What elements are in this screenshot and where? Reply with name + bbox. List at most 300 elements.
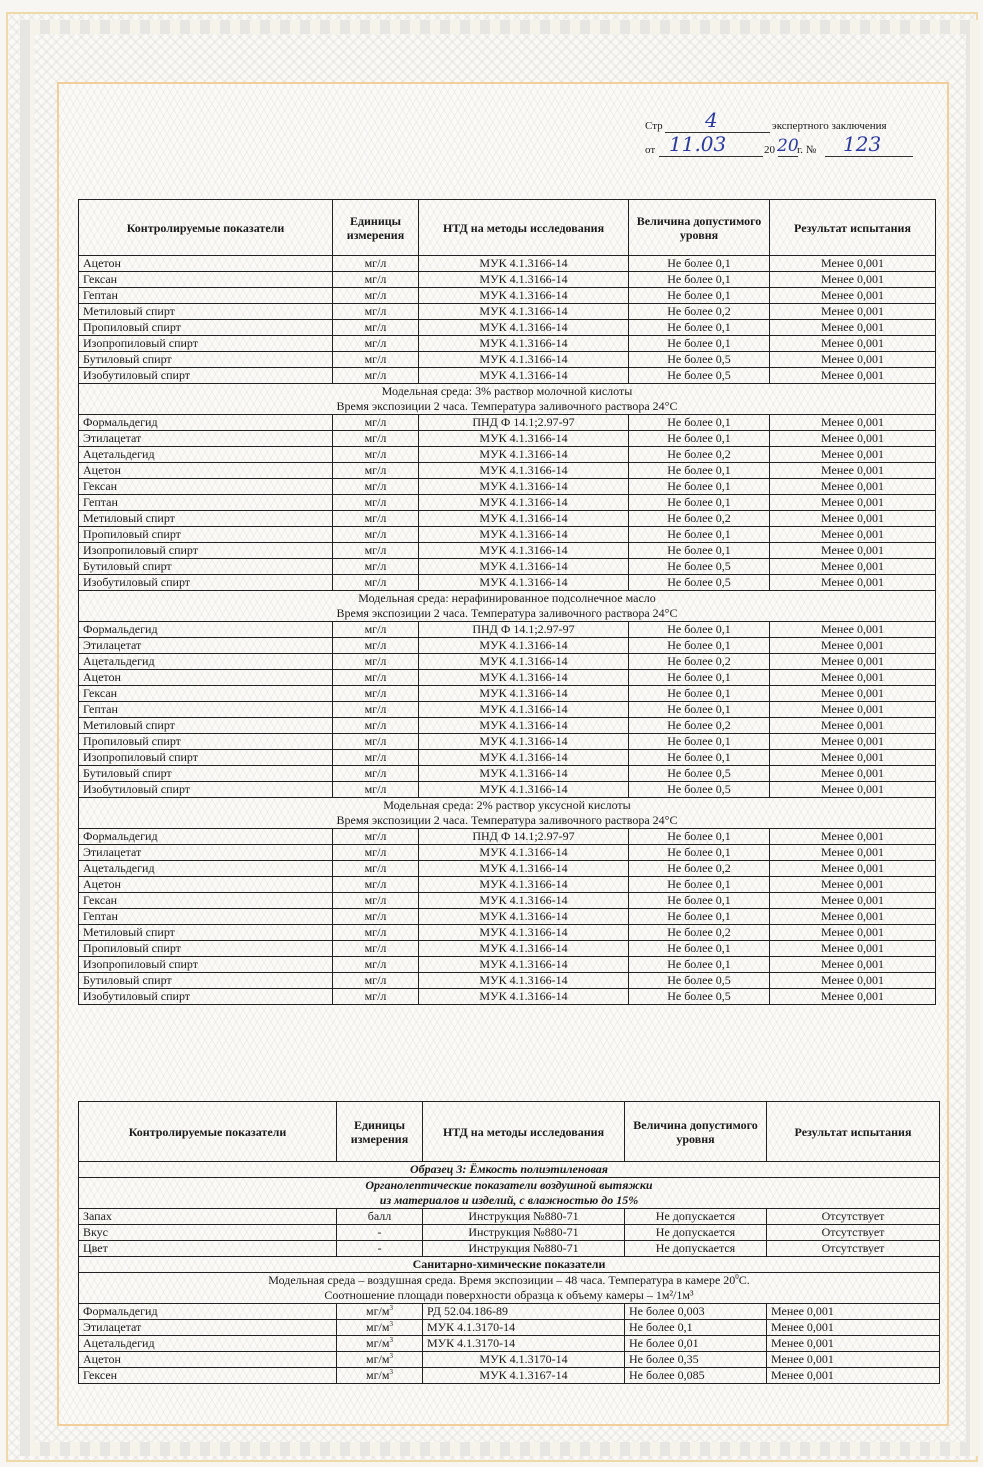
cell-result: Менее 0,001 bbox=[770, 973, 936, 989]
cell-indicator: Формальдегид bbox=[79, 829, 333, 845]
year-handwritten: 20 bbox=[777, 136, 799, 156]
cell-limit: Не более 0,5 bbox=[629, 352, 770, 368]
cell-units: мг/л bbox=[333, 702, 419, 718]
cell-result: Менее 0,001 bbox=[770, 782, 936, 798]
cell-result: Менее 0,001 bbox=[767, 1368, 940, 1384]
cell-indicator: Цвет bbox=[79, 1241, 337, 1257]
cell-units: мг/л bbox=[333, 304, 419, 320]
organoleptic-rows bbox=[79, 1209, 940, 1257]
table-row bbox=[79, 766, 936, 782]
organoleptic-title-line-1: Органолептические показатели воздушной вытяжки bbox=[365, 1178, 653, 1192]
cell-limit: Не более 0,5 bbox=[629, 575, 770, 591]
table-row bbox=[79, 288, 936, 304]
table-row bbox=[79, 750, 936, 766]
cell-result: Менее 0,001 bbox=[770, 431, 936, 447]
cell-units: мг/л bbox=[333, 463, 419, 479]
number-label: г. № bbox=[797, 144, 817, 156]
cell-limit: Не более 0,2 bbox=[629, 304, 770, 320]
col-header-units: Единицы измерения bbox=[337, 1102, 423, 1162]
cell-units: мг/л bbox=[333, 941, 419, 957]
cell-method: МУК 4.1.3166-14 bbox=[419, 463, 629, 479]
cell-units: мг/л bbox=[333, 909, 419, 925]
medium-row bbox=[79, 384, 936, 415]
cell-limit: Не более 0,2 bbox=[629, 718, 770, 734]
cell-result: Менее 0,001 bbox=[770, 304, 936, 320]
sample-title: Образец 3: Ёмкость полиэтиленовая bbox=[79, 1162, 940, 1178]
cell-units: мг/л bbox=[333, 734, 419, 750]
col-header-indicator: Контролируемые показатели bbox=[79, 200, 333, 256]
cell-method: МУК 4.1.3166-14 bbox=[419, 575, 629, 591]
cell-result: Менее 0,001 bbox=[770, 654, 936, 670]
sanitary-title-row bbox=[79, 1257, 940, 1273]
date-handwritten: 11.03 bbox=[669, 132, 727, 156]
cell-indicator: Ацетон bbox=[79, 877, 333, 893]
cell-method: МУК 4.1.3166-14 bbox=[419, 893, 629, 909]
table-row bbox=[79, 782, 936, 798]
cell-method: МУК 4.1.3166-14 bbox=[419, 782, 629, 798]
cell-units: мг/л bbox=[333, 511, 419, 527]
cell-result: Менее 0,001 bbox=[770, 718, 936, 734]
cell-limit: Не более 0,085 bbox=[625, 1368, 767, 1384]
cell-limit: Не более 0,2 bbox=[629, 861, 770, 877]
table-row bbox=[79, 368, 936, 384]
cell-indicator: Метиловый спирт bbox=[79, 304, 333, 320]
cell-indicator: Бутиловый спирт bbox=[79, 559, 333, 575]
cell-limit: Не более 0,1 bbox=[629, 463, 770, 479]
cell-limit: Не более 0,1 bbox=[629, 431, 770, 447]
cell-units: мг/л bbox=[333, 447, 419, 463]
table-row bbox=[79, 304, 936, 320]
cell-result: Менее 0,001 bbox=[770, 702, 936, 718]
cell-indicator: Ацетальдегид bbox=[79, 447, 333, 463]
cell-indicator: Пропиловый спирт bbox=[79, 941, 333, 957]
cell-method: МУК 4.1.3166-14 bbox=[419, 734, 629, 750]
cell-result: Менее 0,001 bbox=[770, 622, 936, 638]
table-row bbox=[79, 845, 936, 861]
cell-limit: Не более 0,1 bbox=[629, 272, 770, 288]
cell-indicator: Формальдегид bbox=[79, 1304, 337, 1320]
table-row bbox=[79, 543, 936, 559]
cell-indicator: Гептан bbox=[79, 495, 333, 511]
cell-indicator: Изобутиловый спирт bbox=[79, 575, 333, 591]
cell-method: МУК 4.1.3166-14 bbox=[419, 909, 629, 925]
cell-units: мг/л bbox=[333, 718, 419, 734]
sanitary-rows bbox=[79, 1304, 940, 1384]
cell-result: Менее 0,001 bbox=[767, 1320, 940, 1336]
cell-result: Менее 0,001 bbox=[767, 1352, 940, 1368]
cell-indicator: Бутиловый спирт bbox=[79, 973, 333, 989]
cell-result: Менее 0,001 bbox=[770, 909, 936, 925]
unit-base: мг/м bbox=[366, 1336, 390, 1350]
cell-result: Менее 0,001 bbox=[770, 256, 936, 272]
cell-method: РД 52.04.186-89 bbox=[423, 1304, 625, 1320]
cell-result: Менее 0,001 bbox=[770, 893, 936, 909]
year-prefix: 20 bbox=[764, 144, 775, 156]
cell-method: МУК 4.1.3166-14 bbox=[419, 686, 629, 702]
cell-limit: Не более 0,1 bbox=[629, 543, 770, 559]
cell-method: МУК 4.1.3166-14 bbox=[419, 973, 629, 989]
table-row bbox=[79, 320, 936, 336]
table-row bbox=[79, 654, 936, 670]
cell-units: мг/л bbox=[333, 559, 419, 575]
cell-limit: Не более 0,1 bbox=[629, 336, 770, 352]
cell-result: Менее 0,001 bbox=[770, 447, 936, 463]
medium-row bbox=[79, 798, 936, 829]
table-row bbox=[79, 861, 936, 877]
cell-indicator: Пропиловый спирт bbox=[79, 734, 333, 750]
cell-indicator: Метиловый спирт bbox=[79, 925, 333, 941]
col-header-method: НТД на методы исследования bbox=[423, 1102, 625, 1162]
table-row bbox=[79, 1368, 940, 1384]
cell-units: мг/л bbox=[333, 845, 419, 861]
table-row bbox=[79, 973, 936, 989]
cell-result: Менее 0,001 bbox=[770, 638, 936, 654]
sanitary-conditions-row bbox=[79, 1273, 940, 1304]
sanitary-conditions bbox=[79, 1273, 940, 1304]
cell-method: МУК 4.1.3166-14 bbox=[419, 877, 629, 893]
cell-method: МУК 4.1.3166-14 bbox=[419, 511, 629, 527]
unit-sup: 3 bbox=[389, 1352, 393, 1360]
number-handwritten: 123 bbox=[843, 132, 882, 156]
cell-units: мг/л bbox=[333, 622, 419, 638]
cell-indicator: Гексан bbox=[79, 893, 333, 909]
col-header-result: Результат испытания bbox=[770, 200, 936, 256]
cell-units: мг/л bbox=[333, 368, 419, 384]
cell-indicator: Бутиловый спирт bbox=[79, 766, 333, 782]
cell-result: Менее 0,001 bbox=[770, 368, 936, 384]
cell-result: Менее 0,001 bbox=[770, 925, 936, 941]
cell-method: ПНД Ф 14.1;2.97-97 bbox=[419, 415, 629, 431]
cell-method: МУК 4.1.3166-14 bbox=[419, 288, 629, 304]
cell-limit: Не более 0,1 bbox=[629, 909, 770, 925]
doc-type-label: экспертного заключения bbox=[772, 120, 887, 132]
cell-result: Менее 0,001 bbox=[770, 543, 936, 559]
cell-units: мг/л bbox=[333, 654, 419, 670]
cell-units: мг/л bbox=[333, 256, 419, 272]
cell-units: мг/л bbox=[333, 575, 419, 591]
cell-units: мг/л bbox=[333, 336, 419, 352]
table-row bbox=[79, 336, 936, 352]
table-row bbox=[79, 893, 936, 909]
cell-result: Менее 0,001 bbox=[770, 575, 936, 591]
cell-indicator: Гептан bbox=[79, 288, 333, 304]
cell-units: мг/л bbox=[333, 766, 419, 782]
cell-units: мг/л bbox=[333, 288, 419, 304]
cell-limit: Не более 0,5 bbox=[629, 559, 770, 575]
cell-result: Отсутствует bbox=[767, 1241, 940, 1257]
cell-indicator: Ацетальдегид bbox=[79, 1336, 337, 1352]
table-row bbox=[79, 877, 936, 893]
number-underline bbox=[825, 156, 913, 157]
cell-result: Менее 0,001 bbox=[770, 957, 936, 973]
cell-limit: Не более 0,1 bbox=[625, 1320, 767, 1336]
cell-method: МУК 4.1.3170-14 bbox=[423, 1320, 625, 1336]
cell-result: Менее 0,001 bbox=[770, 845, 936, 861]
cell-units bbox=[337, 1320, 423, 1336]
cell-limit: Не более 0,1 bbox=[629, 893, 770, 909]
sanitary-conditions-line-1 bbox=[83, 1273, 935, 1288]
col-header-result: Результат испытания bbox=[767, 1102, 940, 1162]
cell-result: Менее 0,001 bbox=[770, 766, 936, 782]
cell-method: МУК 4.1.3166-14 bbox=[419, 925, 629, 941]
table-row bbox=[79, 1225, 940, 1241]
cell-indicator: Ацетон bbox=[79, 670, 333, 686]
cell-indicator: Гексен bbox=[79, 1368, 337, 1384]
cell-indicator: Запах bbox=[79, 1209, 337, 1225]
cell-method: Инструкция №880-71 bbox=[423, 1225, 625, 1241]
cell-indicator: Бутиловый спирт bbox=[79, 352, 333, 368]
sample-title-row bbox=[79, 1162, 940, 1178]
cell-indicator: Гептан bbox=[79, 702, 333, 718]
cell-result: Менее 0,001 bbox=[770, 320, 936, 336]
cell-indicator: Изопропиловый спирт bbox=[79, 750, 333, 766]
cell-indicator: Этилацетат bbox=[79, 1320, 337, 1336]
organoleptic-title-line-2: из материалов и изделий, с влажностью до 15% bbox=[379, 1193, 639, 1207]
cell-method: МУК 4.1.3166-14 bbox=[419, 368, 629, 384]
cell-method: МУК 4.1.3170-14 bbox=[423, 1352, 625, 1368]
cell-indicator: Ацетон bbox=[79, 256, 333, 272]
table-row bbox=[79, 718, 936, 734]
results-table-1 bbox=[78, 199, 936, 1005]
cell-units: мг/л bbox=[333, 320, 419, 336]
cell-limit: Не более 0,1 bbox=[629, 750, 770, 766]
cell-indicator: Формальдегид bbox=[79, 415, 333, 431]
cell-limit: Не более 0,1 bbox=[629, 686, 770, 702]
cell-indicator: Ацетон bbox=[79, 463, 333, 479]
cell-method: МУК 4.1.3167-14 bbox=[423, 1368, 625, 1384]
cell-limit: Не более 0,1 bbox=[629, 877, 770, 893]
cell-units: - bbox=[337, 1241, 423, 1257]
table-row bbox=[79, 559, 936, 575]
col-header-units: Единицы измерения bbox=[333, 200, 419, 256]
table-row bbox=[79, 702, 936, 718]
cell-limit: Не допускается bbox=[625, 1241, 767, 1257]
sanitary-conditions-line-2: Соотношение площади поверхности образца к объему камеры – 1м²/1м³ bbox=[324, 1288, 694, 1302]
cell-method: ПНД Ф 14.1;2.97-97 bbox=[419, 622, 629, 638]
table-row bbox=[79, 1241, 940, 1257]
cell-units: мг/л bbox=[333, 272, 419, 288]
document-header bbox=[645, 108, 915, 160]
table-row bbox=[79, 686, 936, 702]
cell-result: Менее 0,001 bbox=[767, 1336, 940, 1352]
cell-method: МУК 4.1.3166-14 bbox=[419, 957, 629, 973]
cell-method: МУК 4.1.3166-14 bbox=[419, 304, 629, 320]
cell-limit: Не более 0,2 bbox=[629, 447, 770, 463]
cell-indicator: Метиловый спирт bbox=[79, 511, 333, 527]
cell-method: МУК 4.1.3166-14 bbox=[419, 718, 629, 734]
cell-indicator: Этилацетат bbox=[79, 638, 333, 654]
cell-result: Менее 0,001 bbox=[770, 352, 936, 368]
table-row bbox=[79, 352, 936, 368]
cell-result: Менее 0,001 bbox=[767, 1304, 940, 1320]
cell-units: мг/л bbox=[333, 686, 419, 702]
exposure-conditions: Время экспозиции 2 часа. Температура заливочного раствора 24°С bbox=[336, 606, 678, 620]
conditions-text: Модельная среда – воздушная среда. Время экспозиции – 48 часа. Температура в камере 20 bbox=[268, 1273, 736, 1287]
cell-units: мг/л bbox=[333, 925, 419, 941]
cell-method: МУК 4.1.3166-14 bbox=[419, 989, 629, 1005]
cell-units: мг/л bbox=[333, 782, 419, 798]
cell-result: Менее 0,001 bbox=[770, 750, 936, 766]
cell-method: МУК 4.1.3166-14 bbox=[419, 479, 629, 495]
cell-indicator: Изобутиловый спирт bbox=[79, 782, 333, 798]
cell-method: МУК 4.1.3166-14 bbox=[419, 941, 629, 957]
cell-result: Отсутствует bbox=[767, 1225, 940, 1241]
unit-sup: 3 bbox=[389, 1320, 393, 1328]
cell-limit: Не более 0,5 bbox=[629, 989, 770, 1005]
cell-indicator: Ацетальдегид bbox=[79, 654, 333, 670]
exposure-conditions: Время экспозиции 2 часа. Температура заливочного раствора 24°С bbox=[336, 813, 678, 827]
medium-description bbox=[79, 798, 936, 829]
cell-result: Отсутствует bbox=[767, 1209, 940, 1225]
cell-units: мг/л bbox=[333, 750, 419, 766]
medium-label: Модельная среда: 3% раствор молочной кислоты bbox=[381, 384, 633, 398]
table-row bbox=[79, 622, 936, 638]
cell-result: Менее 0,001 bbox=[770, 941, 936, 957]
table-header-row bbox=[79, 1102, 940, 1162]
cell-result: Менее 0,001 bbox=[770, 829, 936, 845]
cell-result: Менее 0,001 bbox=[770, 559, 936, 575]
cell-units: мг/л bbox=[333, 479, 419, 495]
table-row bbox=[79, 495, 936, 511]
table-row bbox=[79, 941, 936, 957]
cell-limit: Не более 0,01 bbox=[625, 1336, 767, 1352]
cell-method: Инструкция №880-71 bbox=[423, 1241, 625, 1257]
cell-indicator: Этилацетат bbox=[79, 431, 333, 447]
organoleptic-title bbox=[79, 1178, 940, 1209]
cell-units: балл bbox=[337, 1209, 423, 1225]
cell-indicator: Гептан bbox=[79, 909, 333, 925]
cell-indicator: Изопропиловый спирт bbox=[79, 957, 333, 973]
cell-indicator: Изобутиловый спирт bbox=[79, 989, 333, 1005]
results-table-2 bbox=[78, 1101, 940, 1384]
cell-units: мг/л bbox=[333, 431, 419, 447]
table-row bbox=[79, 989, 936, 1005]
table-row bbox=[79, 1209, 940, 1225]
cell-method: МУК 4.1.3166-14 bbox=[419, 766, 629, 782]
medium-description bbox=[79, 384, 936, 415]
cell-units: - bbox=[337, 1225, 423, 1241]
table-row bbox=[79, 575, 936, 591]
cell-units: мг/л bbox=[333, 543, 419, 559]
cell-units: мг/л bbox=[333, 638, 419, 654]
medium-label: Модельная среда: 2% раствор уксусной кислоты bbox=[383, 798, 631, 812]
cell-method: МУК 4.1.3166-14 bbox=[419, 702, 629, 718]
cell-limit: Не более 0,1 bbox=[629, 288, 770, 304]
cell-units: мг/л bbox=[333, 861, 419, 877]
cell-method: МУК 4.1.3166-14 bbox=[419, 670, 629, 686]
cell-result: Менее 0,001 bbox=[770, 527, 936, 543]
table-row bbox=[79, 925, 936, 941]
cell-indicator: Изопропиловый спирт bbox=[79, 336, 333, 352]
cell-method: МУК 4.1.3166-14 bbox=[419, 447, 629, 463]
from-label: от bbox=[645, 144, 656, 156]
medium-label: Модельная среда: нерафинированное подсолнечное масло bbox=[358, 591, 656, 605]
cell-indicator: Гексан bbox=[79, 686, 333, 702]
cell-result: Менее 0,001 bbox=[770, 463, 936, 479]
unit-sup: 3 bbox=[389, 1368, 393, 1376]
cell-limit: Не более 0,1 bbox=[629, 941, 770, 957]
table-row bbox=[79, 829, 936, 845]
cell-limit: Не более 0,1 bbox=[629, 829, 770, 845]
unit-base: мг/м bbox=[366, 1368, 390, 1382]
cell-method: МУК 4.1.3166-14 bbox=[419, 527, 629, 543]
cell-method: МУК 4.1.3166-14 bbox=[419, 638, 629, 654]
exposure-conditions: Время экспозиции 2 часа. Температура заливочного раствора 24°С bbox=[336, 399, 678, 413]
cell-limit: Не более 0,1 bbox=[629, 622, 770, 638]
table-row bbox=[79, 638, 936, 654]
cell-limit: Не более 0,1 bbox=[629, 957, 770, 973]
degree-sup: 0 bbox=[735, 1273, 739, 1281]
cell-indicator: Ацетон bbox=[79, 1352, 337, 1368]
table-row bbox=[79, 670, 936, 686]
cell-method: МУК 4.1.3166-14 bbox=[419, 543, 629, 559]
cell-indicator: Гексан bbox=[79, 272, 333, 288]
table-header-row bbox=[79, 200, 936, 256]
cell-result: Менее 0,001 bbox=[770, 861, 936, 877]
table-row bbox=[79, 1320, 940, 1336]
cell-result: Менее 0,001 bbox=[770, 479, 936, 495]
cell-method: МУК 4.1.3166-14 bbox=[419, 431, 629, 447]
col-header-method: НТД на методы исследования bbox=[419, 200, 629, 256]
page-number-handwritten: 4 bbox=[705, 108, 718, 132]
table-row bbox=[79, 479, 936, 495]
cell-limit: Не более 0,1 bbox=[629, 527, 770, 543]
table-row bbox=[79, 1304, 940, 1320]
cell-method: МУК 4.1.3166-14 bbox=[419, 320, 629, 336]
table-row bbox=[79, 1336, 940, 1352]
cell-method: МУК 4.1.3166-14 bbox=[419, 559, 629, 575]
cell-result: Менее 0,001 bbox=[770, 877, 936, 893]
table-row bbox=[79, 957, 936, 973]
unit-sup: 3 bbox=[389, 1304, 393, 1312]
cell-method: МУК 4.1.3166-14 bbox=[419, 256, 629, 272]
cell-limit: Не допускается bbox=[625, 1209, 767, 1225]
cell-result: Менее 0,001 bbox=[770, 288, 936, 304]
cell-indicator: Формальдегид bbox=[79, 622, 333, 638]
cell-indicator: Этилацетат bbox=[79, 845, 333, 861]
cell-limit: Не более 0,003 bbox=[625, 1304, 767, 1320]
table-row bbox=[79, 1352, 940, 1368]
unit-base: мг/м bbox=[366, 1352, 390, 1366]
cell-units bbox=[337, 1368, 423, 1384]
cell-method: МУК 4.1.3166-14 bbox=[419, 654, 629, 670]
table-row bbox=[79, 511, 936, 527]
cell-limit: Не более 0,1 bbox=[629, 479, 770, 495]
cell-limit: Не более 0,1 bbox=[629, 702, 770, 718]
cell-units: мг/л bbox=[333, 495, 419, 511]
cell-method: ПНД Ф 14.1;2.97-97 bbox=[419, 829, 629, 845]
medium-description bbox=[79, 591, 936, 622]
cell-method: МУК 4.1.3166-14 bbox=[419, 272, 629, 288]
cell-units bbox=[337, 1336, 423, 1352]
cell-units: мг/л bbox=[333, 415, 419, 431]
organoleptic-title-row bbox=[79, 1178, 940, 1209]
cell-result: Менее 0,001 bbox=[770, 336, 936, 352]
cell-limit: Не более 0,1 bbox=[629, 734, 770, 750]
cell-result: Менее 0,001 bbox=[770, 734, 936, 750]
date-underline bbox=[659, 156, 763, 157]
page-label: Стр bbox=[645, 120, 663, 132]
cell-indicator: Метиловый спирт bbox=[79, 718, 333, 734]
cell-units: мг/л bbox=[333, 893, 419, 909]
cell-limit: Не более 0,2 bbox=[629, 511, 770, 527]
table-row bbox=[79, 463, 936, 479]
cell-result: Менее 0,001 bbox=[770, 495, 936, 511]
unit-sup: 3 bbox=[389, 1336, 393, 1344]
cell-limit: Не более 0,5 bbox=[629, 766, 770, 782]
table-row bbox=[79, 415, 936, 431]
cell-method: МУК 4.1.3166-14 bbox=[419, 750, 629, 766]
